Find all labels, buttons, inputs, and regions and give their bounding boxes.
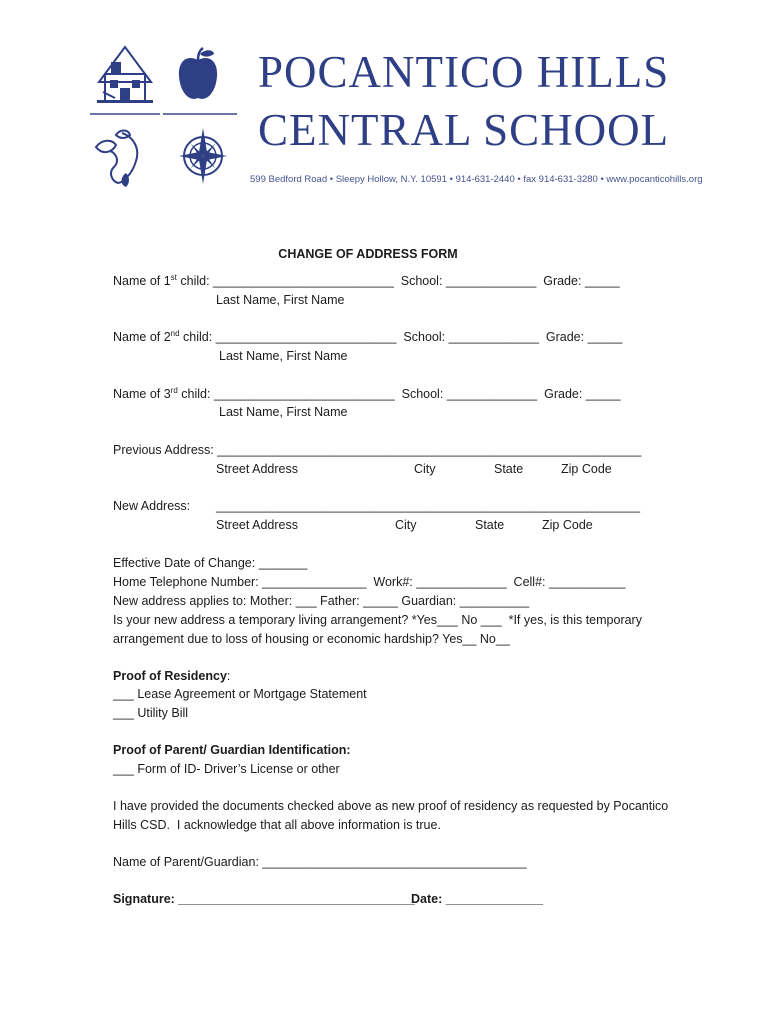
letterhead	[0, 0, 770, 200]
child-1-fields[interactable]: child: __________________________ School: _____________ Grade: _____	[176, 274, 620, 288]
child-1-name-hint: Last Name, First Name	[216, 293, 345, 307]
signature-field[interactable]: Signature: __________________________________	[113, 892, 415, 906]
child-3-fields[interactable]: child: __________________________ School: _____________ Grade: _____	[177, 387, 621, 401]
previous-address-zip-hint: Zip Code	[561, 462, 612, 476]
attestation-line-1: I have provided the documents checked above as new proof of residency as requested by Pocantico	[113, 799, 669, 813]
id-form-checkbox[interactable]: ___ Form of ID- Driver’s License or other	[113, 762, 340, 776]
effective-date-field[interactable]: Effective Date of Change: _______	[113, 556, 308, 570]
child-3-name-hint: Last Name, First Name	[219, 405, 348, 419]
school-name-line1: POCANTICO HILLS	[258, 47, 670, 97]
compass-rose-logo-icon	[178, 126, 228, 186]
date-field[interactable]: Date: ______________	[411, 892, 544, 906]
lease-mortgage-checkbox[interactable]: ___ Lease Agreement or Mortgage Statement	[113, 687, 367, 701]
new-address-street-hint: Street Address	[216, 518, 298, 532]
face-flower-logo-icon	[92, 127, 154, 189]
proof-of-residency-heading: Proof of Residency:	[113, 669, 231, 683]
previous-address-state-hint: State	[494, 462, 524, 476]
child-2-ordinal: nd	[170, 329, 180, 338]
child-3-ordinal: rd	[170, 386, 178, 395]
attestation-line-2: Hills CSD. I acknowledge that all above information is true.	[113, 818, 441, 832]
utility-bill-checkbox[interactable]: ___ Utility Bill	[113, 706, 189, 720]
school-contact-info: 599 Bedford Road • Sleepy Hollow, N.Y. 10591 • 914-631-2440 • fax 914-631-3280 • www.pocanticohills.org	[250, 174, 703, 185]
child-1-label: Name of 1	[113, 274, 171, 288]
child-2-label: Name of 2	[113, 330, 171, 344]
new-address-label: New Address:	[113, 499, 191, 513]
new-address-state-hint: State	[475, 518, 505, 532]
parent-guardian-name-field[interactable]: Name of Parent/Guardian: ______________________________________	[113, 855, 527, 869]
child-3-label: Name of 3	[113, 387, 171, 401]
previous-address-city-hint: City	[414, 462, 436, 476]
new-address-field[interactable]: _____________________________________________________________	[216, 499, 641, 513]
telephone-fields[interactable]: Home Telephone Number: _______________ Work#: _____________ Cell#: ___________	[113, 575, 626, 589]
previous-address-field[interactable]: Previous Address: _____________________________________________________________	[113, 443, 642, 457]
child-3-row	[113, 388, 621, 401]
child-2-row	[113, 331, 622, 344]
school-name-line2: CENTRAL SCHOOL	[258, 105, 670, 155]
new-address-city-hint: City	[395, 518, 417, 532]
apple-logo-icon	[176, 46, 220, 104]
previous-address-street-hint: Street Address	[216, 462, 298, 476]
new-address-zip-hint: Zip Code	[542, 518, 593, 532]
temporary-arrangement-question[interactable]: Is your new address a temporary living arrangement? *Yes___ No ___ *If yes, is this temporary	[113, 613, 642, 627]
form-title: CHANGE OF ADDRESS FORM	[278, 247, 458, 261]
child-2-fields[interactable]: child: __________________________ School: _____________ Grade: _____	[179, 330, 623, 344]
child-2-name-hint: Last Name, First Name	[219, 349, 348, 363]
applies-to-fields[interactable]: New address applies to: Mother: ___ Father: _____ Guardian: __________	[113, 594, 530, 608]
logo-caption	[90, 111, 240, 117]
hardship-question[interactable]: arrangement due to loss of housing or economic hardship? Yes__ No__	[113, 632, 510, 646]
schoolhouse-logo-icon	[95, 44, 155, 106]
proof-of-identification-heading: Proof of Parent/ Guardian Identification:	[113, 743, 351, 757]
child-1-ordinal: st	[170, 273, 177, 282]
child-1-row	[113, 275, 620, 288]
